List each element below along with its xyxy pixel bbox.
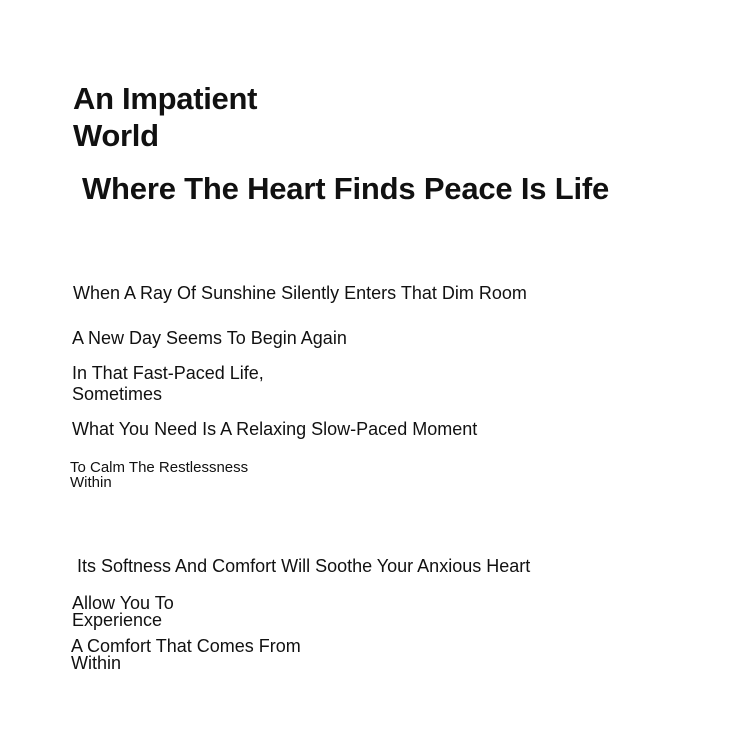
text-line-fast-paced-1: In That Fast-Paced Life, [72, 363, 264, 383]
title-line-2: World [73, 118, 159, 153]
text-line-comfort-1: A Comfort That Comes From [71, 636, 301, 656]
text-line-calm-1: To Calm The Restlessness [70, 459, 249, 476]
title-line-1: An Impatient [73, 81, 258, 116]
text-line-allow-1: Allow You To [72, 593, 174, 613]
text-line-need: What You Need Is A Relaxing Slow-Paced Moment [72, 419, 478, 439]
text-block-fast-paced [72, 363, 264, 405]
text-line-sunshine: When A Ray Of Sunshine Silently Enters That Dim Room [73, 283, 527, 303]
text-line-fast-paced-2: Sometimes [72, 384, 163, 404]
text-line-softness: Its Softness And Comfort Will Soothe Your Anxious Heart [77, 556, 531, 576]
page-subtitle: Where The Heart Finds Peace Is Life [82, 171, 610, 206]
text-block-calm [70, 460, 248, 490]
text-line-comfort-2: Within [71, 653, 122, 673]
text-block-comfort [71, 638, 301, 672]
text-line-calm-2: Within [70, 474, 112, 491]
text-block-allow [72, 595, 174, 629]
page-title [73, 80, 257, 154]
text-line-new-day: A New Day Seems To Begin Again [72, 328, 347, 348]
text-line-allow-2: Experience [72, 610, 163, 630]
